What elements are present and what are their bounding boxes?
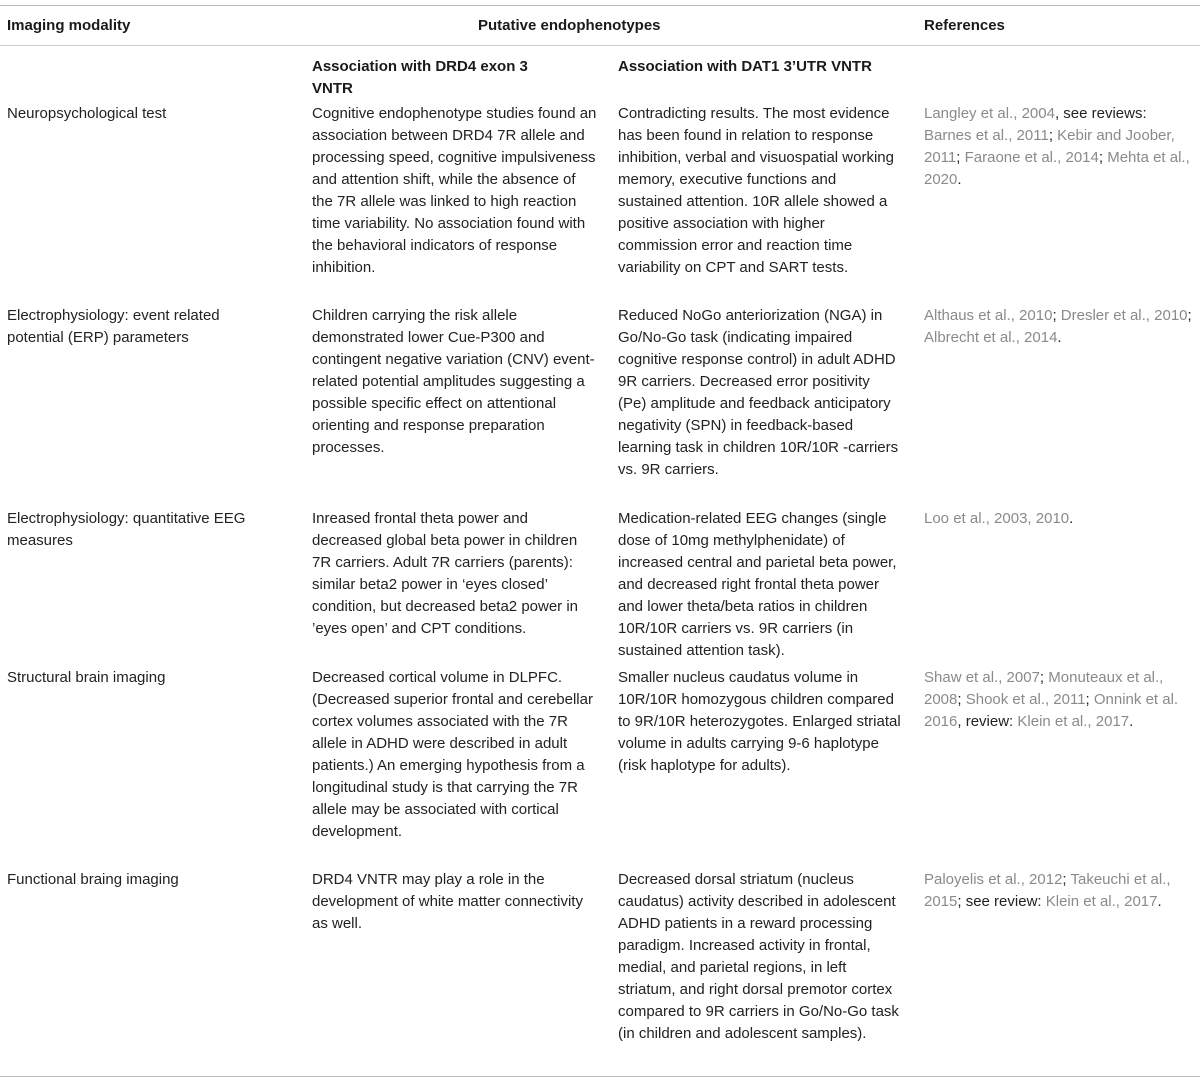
citation-separator: . bbox=[1129, 713, 1134, 730]
cell-references bbox=[924, 508, 1196, 530]
citation-separator: . bbox=[1057, 329, 1062, 346]
header-rule bbox=[0, 45, 1200, 46]
citation-link[interactable]: Mehta et al., 2020 bbox=[924, 149, 1190, 188]
cell-modality: Structural brain imaging bbox=[7, 669, 166, 686]
citation-separator: , see reviews: bbox=[1054, 105, 1147, 122]
header-imaging-modality: Imaging modality bbox=[7, 17, 131, 34]
cell-references bbox=[924, 103, 1196, 191]
citation-link[interactable]: Dresler et al., 2010 bbox=[1060, 307, 1188, 324]
citation-link[interactable]: Shaw et al., 2007 bbox=[924, 669, 1040, 686]
top-rule bbox=[0, 5, 1200, 6]
cell-references bbox=[924, 869, 1196, 913]
cell-dat1: Contradicting results. The most evidence has been found in relation to response inhibition, verbal and visuospatial working memory, executive functions and sustained attention. 10R allele showed a positive association with higher commission error and reaction time variability on CPT and SART tests. bbox=[618, 105, 894, 276]
citation-link[interactable]: Paloyelis et al., 2012 bbox=[924, 871, 1063, 888]
citation-link[interactable]: Monuteaux et al., 2008 bbox=[924, 669, 1164, 708]
citation-separator: ; bbox=[1098, 149, 1108, 166]
cell-dat1: Reduced NoGo anteriorization (NGA) in Go/No-Go task (indicating impaired cognitive response control) in adult ADHD 9R carriers. Decreased error positivity (Pe) amplitude and feedback anticipatory negativity (SPN) in feedback-based learning task in children 10R/10R -carriers vs. 9R carriers. bbox=[618, 307, 899, 478]
citation-link[interactable]: Albrecht et al., 2014 bbox=[924, 329, 1058, 346]
citation-link[interactable]: Althaus et al., 2010 bbox=[924, 307, 1053, 324]
citation-link[interactable]: Takeuchi et al., 2015 bbox=[924, 871, 1171, 910]
citation-separator: ; bbox=[1187, 307, 1192, 324]
cell-dat1: Decreased dorsal striatum (nucleus caudatus) activity described in adolescent ADHD patients in a reward processing paradigm. Increased activity in frontal, medial, and parietal regions, in left striatum, and right dorsal premotor cortex compared to 9R carriers in Go/No-Go task (in children and adolescent samples). bbox=[618, 871, 899, 1042]
header-references: References bbox=[924, 17, 1005, 34]
cell-drd4: DRD4 VNTR may play a role in the development of white matter connectivity as well. bbox=[312, 871, 583, 932]
citation-separator: ; bbox=[1039, 669, 1049, 686]
citation-link[interactable]: Klein et al., 2017 bbox=[1017, 713, 1130, 730]
citation-separator: ; bbox=[1052, 307, 1061, 324]
citation-separator: , review: bbox=[957, 713, 1018, 730]
citation-separator: . bbox=[1157, 893, 1162, 910]
citation-separator: ; bbox=[1085, 691, 1094, 708]
citation-link[interactable]: Shook et al., 2011 bbox=[965, 691, 1086, 708]
cell-drd4: Inreased frontal theta power and decreased global beta power in children 7R carriers. Adult 7R carriers (parents): similar beta2 power in ‘eyes closed’ condition, but decreased beta2 power in ’eyes open’ and CPT conditions. bbox=[312, 510, 579, 637]
citation-link[interactable]: Onnink et al. 2016 bbox=[924, 691, 1179, 730]
cell-drd4: Children carrying the risk allele demonstrated lower Cue-P300 and contingent negative variation (CNV) event-related potential amplitudes suggesting a possible specific effect on attentional orienting and response preparation processes. bbox=[312, 307, 595, 456]
citation-link[interactable]: Loo et al., 2003, 2010 bbox=[924, 510, 1070, 527]
citation-separator: ; bbox=[1062, 871, 1071, 888]
subheader-drd4: Association with DRD4 exon 3 VNTR bbox=[312, 58, 528, 97]
citation-separator: ; see review: bbox=[957, 893, 1046, 910]
cell-references bbox=[924, 667, 1196, 733]
bottom-rule bbox=[0, 1076, 1200, 1077]
citation-link[interactable]: Kebir and Joober, 2011 bbox=[924, 127, 1175, 166]
citation-separator: ; bbox=[956, 149, 965, 166]
cell-modality: Functional braing imaging bbox=[7, 871, 179, 888]
citation-link[interactable]: Langley et al., 2004 bbox=[924, 105, 1055, 122]
citation-link[interactable]: Barnes et al., 2011 bbox=[924, 127, 1049, 144]
citation-link[interactable]: Faraone et al., 2014 bbox=[964, 149, 1099, 166]
cell-drd4: Cognitive endophenotype studies found an association between DRD4 7R allele and processing speed, cognitive impulsiveness and attention shift, while the absence of the 7R allele was linked to high reaction time variability. No association found with the behavioral indicators of response inhibition. bbox=[312, 105, 597, 276]
citation-separator: . bbox=[957, 171, 962, 188]
header-putative-endophenotypes: Putative endophenotypes bbox=[478, 17, 661, 34]
cell-modality: Neuropsychological test bbox=[7, 105, 167, 122]
cell-dat1: Smaller nucleus caudatus volume in 10R/10R homozygous children compared to 9R/10R heterozygotes. Enlarged striatal volume in adults carrying 9-6 haplotype (risk haplotype for adults). bbox=[618, 669, 901, 774]
citation-separator: ; bbox=[957, 691, 966, 708]
cell-modality: Electrophysiology: quantitative EEG measures bbox=[7, 510, 246, 549]
cell-references bbox=[924, 305, 1196, 349]
citation-separator: ; bbox=[1048, 127, 1058, 144]
citation-link[interactable]: Klein et al., 2017 bbox=[1045, 893, 1158, 910]
cell-modality: Electrophysiology: event related potential (ERP) parameters bbox=[7, 307, 220, 346]
citation-separator: . bbox=[1069, 510, 1074, 527]
cell-dat1: Medication-related EEG changes (single dose of 10mg methylphenidate) of increased central and parietal beta power, and decreased right frontal theta power and lower theta/beta ratios in children 10R/10R carriers vs. 9R carriers (in sustained attention task). bbox=[618, 510, 897, 659]
subheader-dat1: Association with DAT1 3’UTR VNTR bbox=[618, 58, 872, 75]
cell-drd4: Decreased cortical volume in DLPFC. (Decreased superior frontal and cerebellar cortex volumes associated with the 7R allele in ADHD were described in adult patients.) An emerging hypothesis from a longitudinal study is that carrying the 7R allele may be associated with cortical development. bbox=[312, 669, 593, 840]
